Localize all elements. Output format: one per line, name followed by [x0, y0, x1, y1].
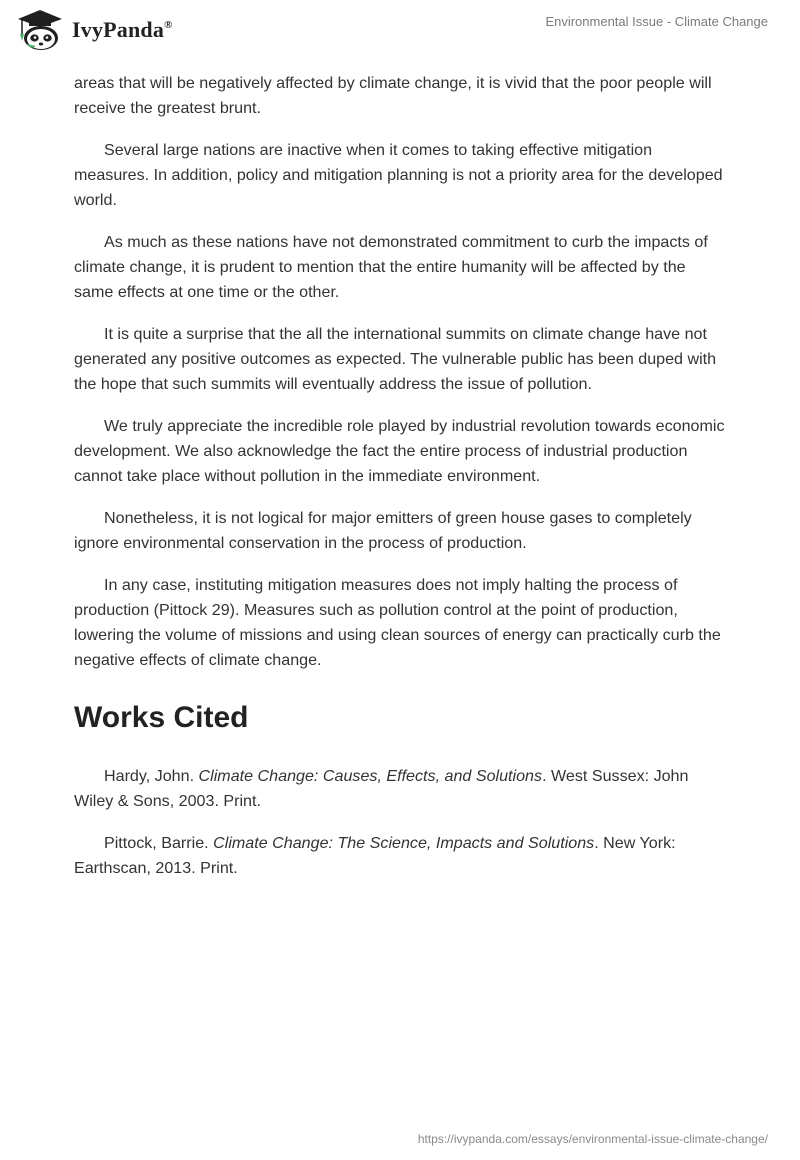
essay-body: [74, 71, 726, 898]
citation-entry: [74, 764, 726, 814]
source-url[interactable]: https://ivypanda.com/essays/environmental-issue-climate-change/: [417, 1132, 768, 1146]
ivypanda-logo[interactable]: [14, 8, 173, 52]
works-cited-heading: Works Cited: [74, 701, 249, 734]
paragraph: areas that will be negatively affected by climate change, it is vivid that the poor people will receive the greatest brunt.: [74, 74, 712, 117]
page-header: [0, 0, 800, 70]
citation-author: Pittock, Barrie.: [104, 834, 214, 852]
paragraph: Nonetheless, it is not logical for major emitters of green house gases to completely ignore environmental conservation in the process of production.: [74, 509, 692, 552]
citation-details: . New York: Earthscan, 2013. Print.: [74, 834, 676, 877]
citation-title: Climate Change: Causes, Effects, and Solutions: [198, 767, 543, 785]
panda-graduate-icon: [14, 8, 66, 52]
citation-author: Hardy, John.: [104, 767, 199, 785]
paragraph: As much as these nations have not demonstrated commitment to curb the impacts of climate change, it is prudent to mention that the entire humanity will be affected by the same effects at one time or the other.: [74, 233, 708, 301]
citation-details: . West Sussex: John Wiley & Sons, 2003. Print.: [74, 767, 689, 810]
paragraph: It is quite a surprise that the all the international summits on climate change have not generated any positive outcomes as expected. The vulnerable public has been duped with the hope that such summits will eventually address the issue of pollution.: [74, 325, 717, 393]
paragraph: Several large nations are inactive when it comes to taking effective mitigation measures. In addition, policy and mitigation planning is not a priority area for the developed world.: [74, 141, 723, 209]
paragraph: We truly appreciate the incredible role played by industrial revolution towards economic development. We also acknowledge the fact the entire process of industrial production cannot take place without pollution in the immediate environment.: [74, 417, 725, 485]
brand-name: IvyPanda®: [72, 17, 173, 42]
paragraph: In any case, instituting mitigation measures does not imply halting the process of production (Pittock 29). Measures such as pollution control at the point of production, lowering the volume of missions and using clean sources of energy can practically curb the negative effects of climate change.: [74, 576, 721, 669]
citation-entry: [74, 831, 726, 881]
document-title: Environmental Issue - Climate Change: [545, 14, 768, 29]
citation-title: Climate Change: The Science, Impacts and Solutions: [213, 834, 595, 852]
